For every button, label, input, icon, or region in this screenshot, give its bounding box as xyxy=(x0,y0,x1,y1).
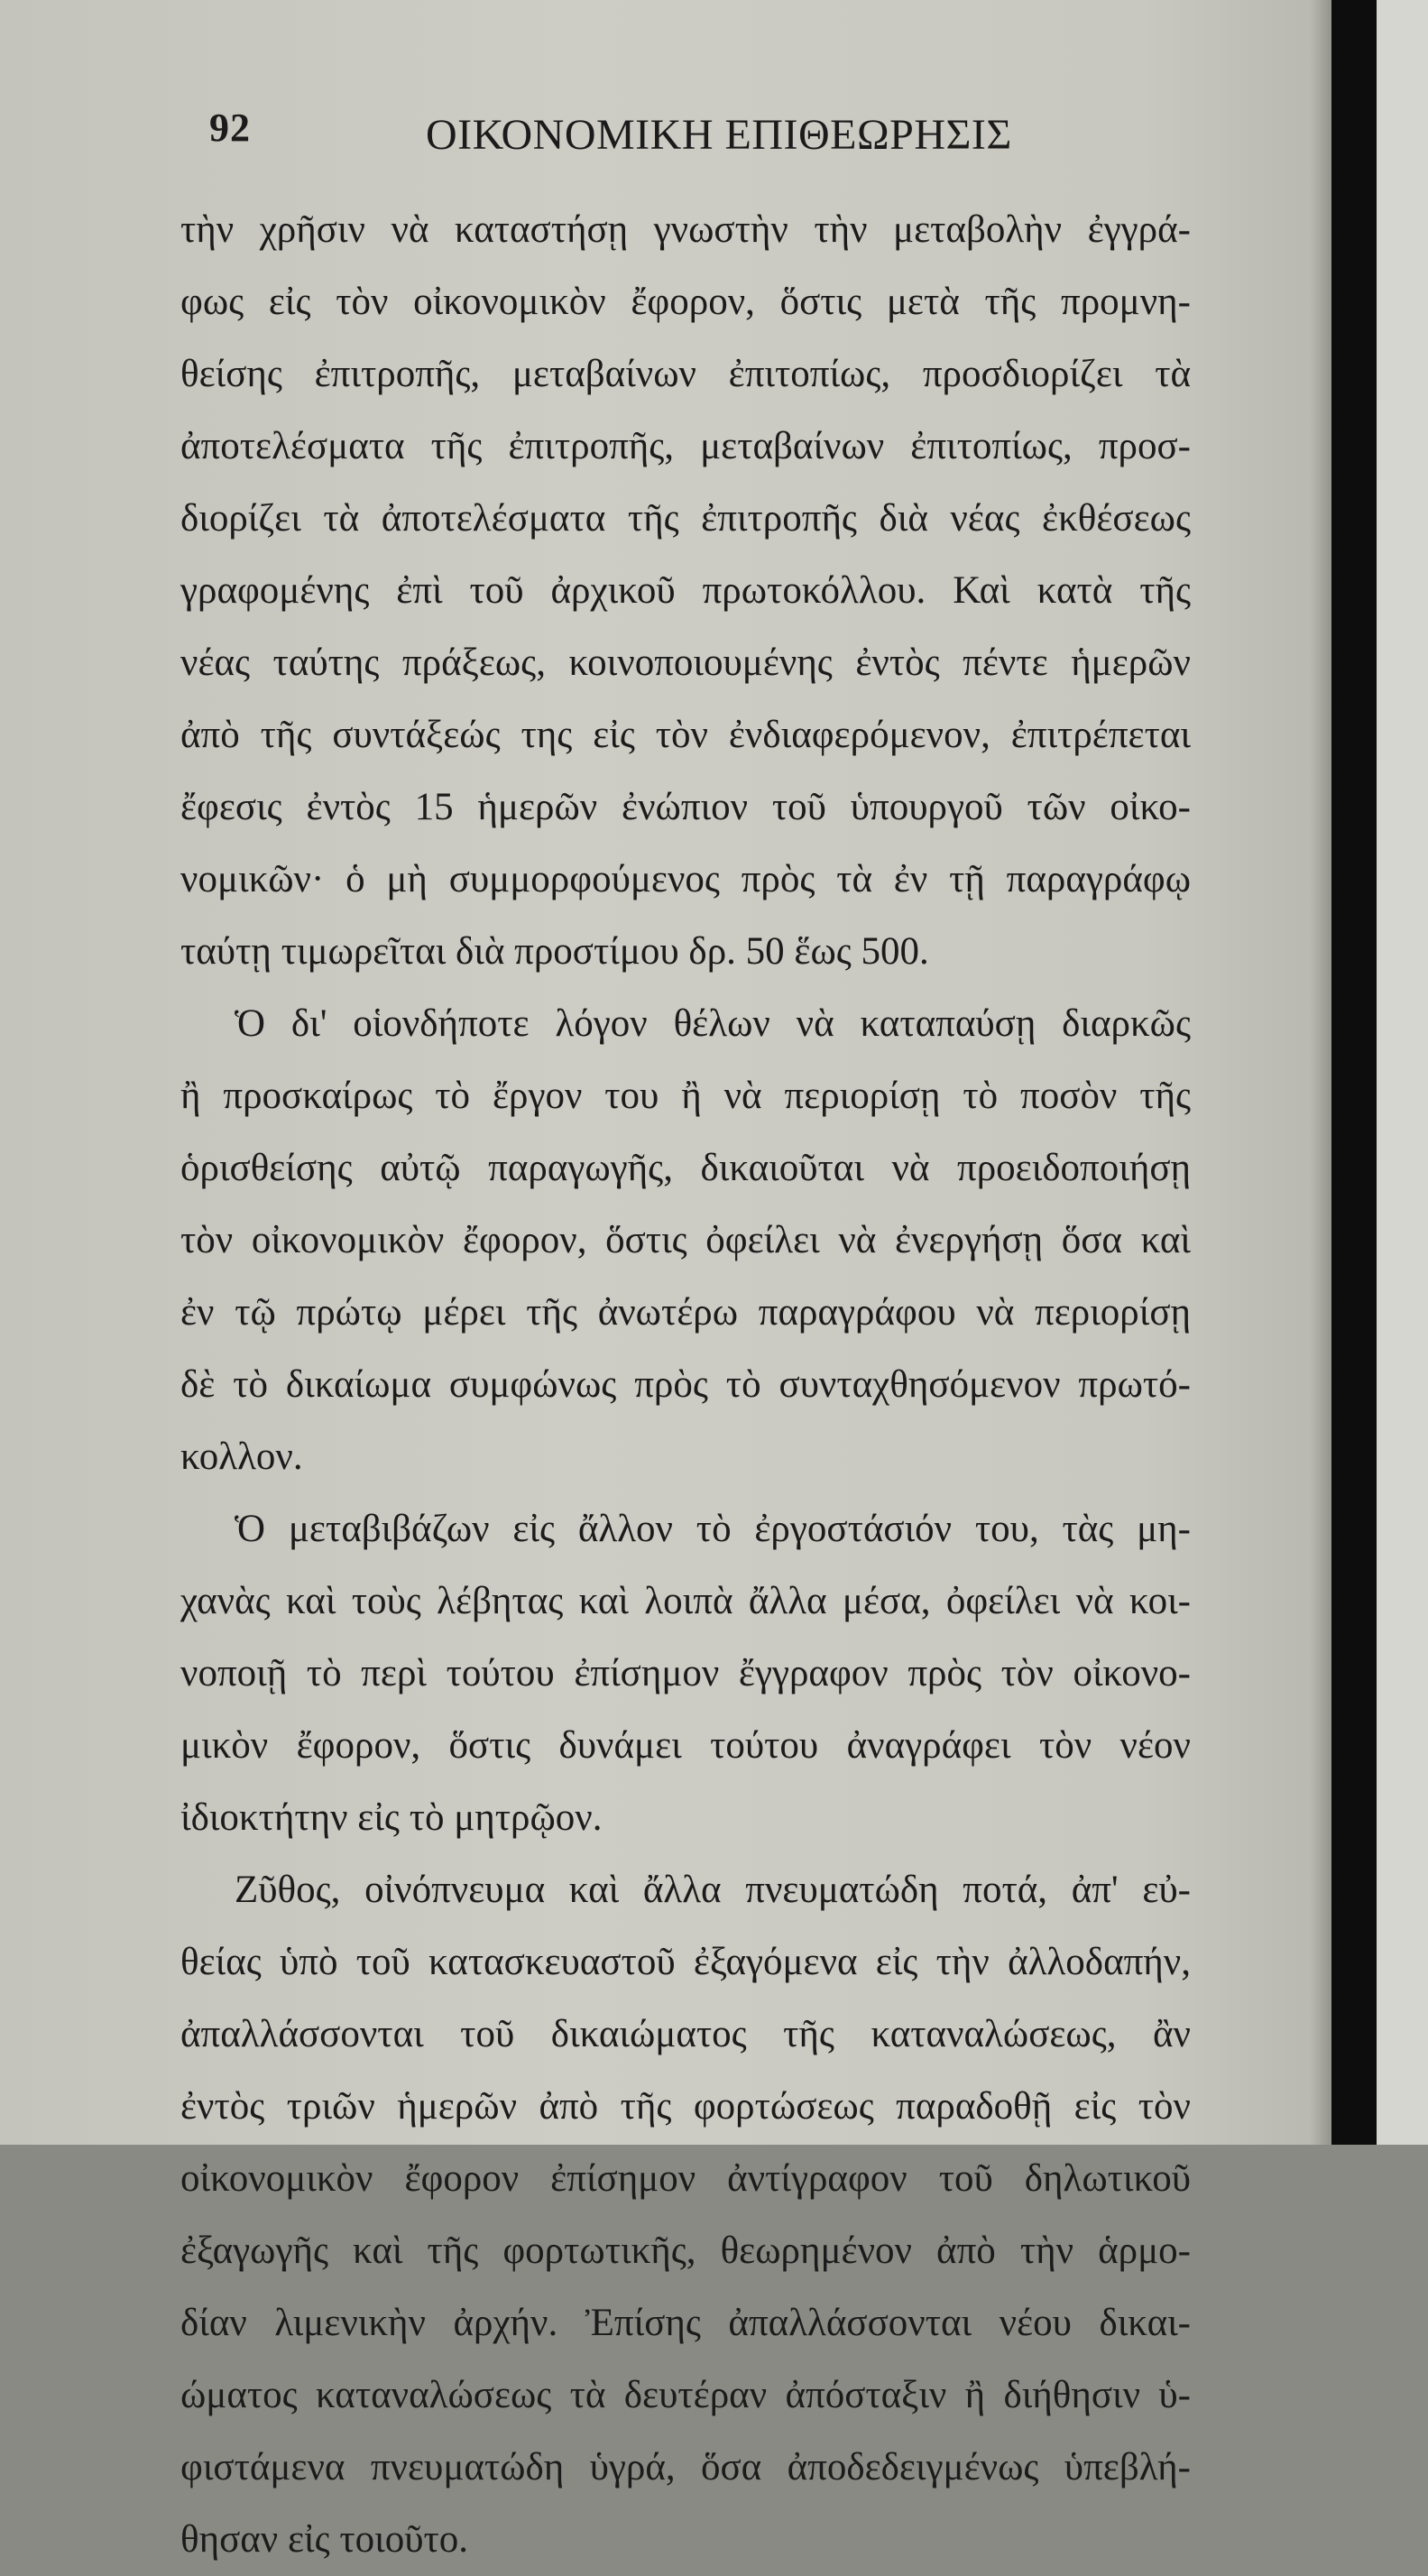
paragraph-start-line: Ὁ μεταβιβάζων εἰς ἄλλον τὸ ἐργοστάσιόν του, τὰς μη- xyxy=(235,1508,1191,1550)
text-line: ἀπαλλάσσονται τοῦ δικαιώματος τῆς καταναλώσεως, ἂν xyxy=(180,2013,1191,2055)
paragraph-start-line: Ὁ δι' οἱονδήποτε λόγον θέλων νὰ καταπαύσῃ διαρκῶς xyxy=(235,1002,1191,1045)
text-line: ἐντὸς τριῶν ἡμερῶν ἀπὸ τῆς φορτώσεως παραδοθῇ εἰς τὸν xyxy=(180,2085,1191,2128)
text-line: φιστάμενα πνευματώδη ὑγρά, ὅσα ἀποδεδειγμένως ὑπεβλή- xyxy=(180,2446,1191,2488)
text-line: νέας ταύτης πράξεως, κοινοποιουμένης ἐντὸς πέντε ἡμερῶν xyxy=(180,642,1191,684)
text-line: τὸν οἰκονομικὸν ἔφορον, ὅστις ὀφείλει νὰ ἐνεργήσῃ ὅσα καὶ xyxy=(180,1219,1191,1261)
text-line: ἔφεσις ἐντὸς 15 ἡμερῶν ἐνώπιον τοῦ ὑπουργοῦ τῶν οἰκο- xyxy=(180,786,1191,828)
text-line: ὁρισθείσης αὐτῷ παραγωγῆς, δικαιοῦται νὰ προειδοποιήσῃ xyxy=(180,1147,1191,1189)
text-line: κολλον. xyxy=(180,1436,303,1478)
text-line: θείσης ἐπιτροπῆς, μεταβαίνων ἐπιτοπίως, προσδιορίζει τὰ xyxy=(180,353,1191,395)
text-line: ἐν τῷ πρώτῳ μέρει τῆς ἀνωτέρω παραγράφου νὰ περιορίσῃ xyxy=(180,1291,1191,1334)
text-line: διορίζει τὰ ἀποτελέσματα τῆς ἐπιτροπῆς διὰ νέας ἐκθέσεως xyxy=(180,497,1191,540)
text-line: μικὸν ἔφορον, ὅστις δυνάμει τούτου ἀναγράφει τὸν νέον xyxy=(180,1724,1191,1767)
text-line: οἰκονομικὸν ἔφορον ἐπίσημον ἀντίγραφον τοῦ δηλωτικοῦ xyxy=(180,2157,1191,2200)
paragraph-start-line: Ζῦθος, οἰνόπνευμα καὶ ἄλλα πνευματώδη ποτά, ἀπ' εὐ- xyxy=(235,1869,1191,1911)
running-header xyxy=(209,101,1202,164)
text-line: ἐξαγωγῆς καὶ τῆς φορτωτικῆς, θεωρημένον ἀπὸ τὴν ἁρμο- xyxy=(180,2230,1191,2272)
text-line: ταύτῃ τιμωρεῖται διὰ προστίμου δρ. 50 ἕως 500. xyxy=(180,930,929,973)
text-line: θησαν εἰς τοιοῦτο. xyxy=(180,2518,469,2561)
adjacent-page-edge xyxy=(1377,0,1428,2145)
text-line: φως εἰς τὸν οἰκονομικὸν ἔφορον, ὅστις μετὰ τῆς προμνη- xyxy=(180,281,1191,323)
text-line: τὴν χρῆσιν νὰ καταστήσῃ γνωστὴν τὴν μεταβολὴν ἐγγρά- xyxy=(180,208,1191,251)
text-line: ώματος καταναλώσεως τὰ δευτέραν ἀπόσταξιν ἢ διήθησιν ὑ- xyxy=(180,2374,1191,2416)
running-title: ΟΙΚΟΝΟΜΙΚΗ ΕΠΙΘΕΩΡΗΣΙΣ xyxy=(426,111,1012,159)
page-number: 92 xyxy=(209,106,251,150)
text-line: χανὰς καὶ τοὺς λέβητας καὶ λοιπὰ ἄλλα μέσα, ὀφείλει νὰ κοι- xyxy=(180,1580,1191,1622)
body-text xyxy=(180,194,1191,2576)
text-line: ἢ προσκαίρως τὸ ἔργον του ἢ νὰ περιορίσῃ τὸ ποσὸν τῆς xyxy=(180,1075,1191,1117)
text-line: δὲ τὸ δικαίωμα συμφώνως πρὸς τὸ συνταχθησόμενον πρωτό- xyxy=(180,1363,1191,1406)
text-line: νοποιῇ τὸ περὶ τούτου ἐπίσημον ἔγγραφον πρὸς τὸν οἰκονο- xyxy=(180,1652,1191,1694)
binding-shadow xyxy=(1310,0,1331,2145)
text-line: γραφομένης ἐπὶ τοῦ ἀρχικοῦ πρωτοκόλλου. Καὶ κατὰ τῆς xyxy=(180,569,1191,612)
text-line: νομικῶν· ὁ μὴ συμμορφούμενος πρὸς τὰ ἐν τῇ παραγράφῳ xyxy=(180,858,1191,900)
text-line: ἰδιοκτήτην εἰς τὸ μητρῷον. xyxy=(180,1796,603,1839)
text-line: θείας ὑπὸ τοῦ κατασκευαστοῦ ἐξαγόμενα εἰς τὴν ἀλλοδαπήν, xyxy=(180,1941,1191,1983)
text-line: ἀποτελέσματα τῆς ἐπιτροπῆς, μεταβαίνων ἐπιτοπίως, προσ- xyxy=(180,425,1191,467)
text-line: ἀπὸ τῆς συντάξεώς της εἰς τὸν ἐνδιαφερόμενον, ἐπιτρέπεται xyxy=(180,714,1191,756)
binding-edge xyxy=(1331,0,1377,2145)
text-line: δίαν λιμενικὴν ἀρχήν. Ἐπίσης ἀπαλλάσσονται νέου δικαι- xyxy=(180,2302,1191,2344)
